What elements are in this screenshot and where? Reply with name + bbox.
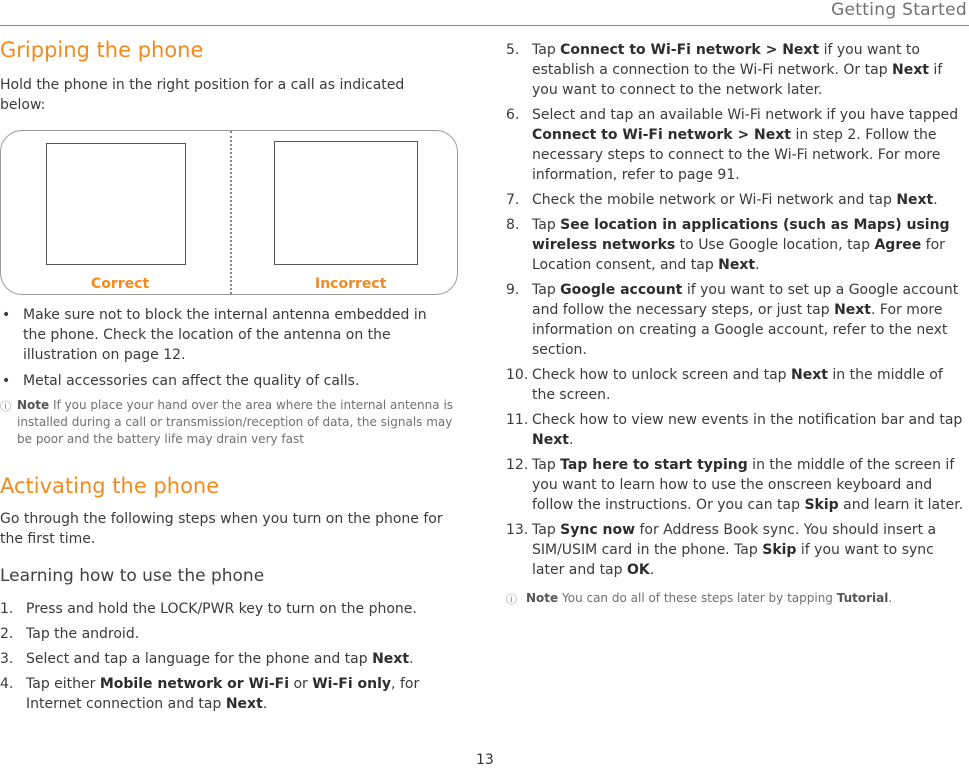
step-text: or xyxy=(289,676,313,692)
step-keyword: Next xyxy=(225,696,263,712)
right-column xyxy=(506,40,969,607)
step-text: Tap xyxy=(532,522,561,538)
step-text: , for Internet connection and tap xyxy=(26,676,420,712)
step-keyword: Tap here to start typing xyxy=(560,457,748,473)
note-icon: ⓘ xyxy=(506,593,517,606)
list-item xyxy=(0,305,433,365)
correct-caption: Correct xyxy=(91,276,150,292)
step-item xyxy=(506,280,969,360)
step-item xyxy=(0,674,445,714)
step-text: to Use Google location, tap xyxy=(675,237,875,253)
step-text: in step 2. Follow the necessary steps to connect to the Wi-Fi network. For more information, refer to page 91. xyxy=(532,127,941,183)
step-keyword: OK xyxy=(626,562,650,578)
step-keyword: Mobile network or Wi-Fi xyxy=(99,676,289,692)
gripping-intro: Hold the phone in the right position for a call as indicated below: xyxy=(0,77,405,113)
step-item xyxy=(506,410,969,450)
step-keyword: Skip xyxy=(762,542,797,558)
step-text: Press and hold the LOCK/PWR key to turn on the phone. xyxy=(26,601,417,617)
step-item xyxy=(506,455,969,515)
left-column xyxy=(0,38,462,719)
step-number: 8. xyxy=(506,217,520,233)
step-text: Tap xyxy=(532,217,561,233)
step-keyword: Wi-Fi only xyxy=(312,676,392,692)
learning-subtitle: Learning how to use the phone xyxy=(0,566,265,586)
activating-title: Activating the phone xyxy=(0,474,220,498)
step-number: 7. xyxy=(506,192,520,208)
step-item xyxy=(506,215,969,275)
step-text: Check how to unlock screen and tap xyxy=(532,367,791,383)
bullet-text: Make sure not to block the internal antenna embedded in the phone. Check the location of the antenna on the illustration on page 12. xyxy=(23,307,427,363)
bullet-text: Metal accessories can affect the quality of calls. xyxy=(23,373,360,389)
step-keyword: Sync now xyxy=(560,522,636,538)
incorrect-grip-image xyxy=(274,141,418,265)
step-keyword: Next xyxy=(892,62,929,78)
step-number: 11. xyxy=(506,412,529,428)
step-text: Check the mobile network or Wi-Fi network and tap xyxy=(532,192,897,208)
step-number: 9. xyxy=(506,282,520,298)
step-number: 6. xyxy=(506,107,520,123)
step-item xyxy=(506,40,969,100)
step-keyword: Connect to Wi-Fi network > Next xyxy=(560,42,820,58)
step-text: Tap the android. xyxy=(26,626,140,642)
step-item xyxy=(0,599,445,619)
grip-figure xyxy=(0,130,458,295)
step-text: . xyxy=(568,432,574,448)
step-text: . xyxy=(409,651,414,667)
step-text: . xyxy=(933,192,938,208)
step-text: for Location consent, and tap xyxy=(532,237,945,273)
step-text: if you want to set up a Google account and follow the necessary steps, or just tap xyxy=(532,282,959,318)
step-keyword: Next xyxy=(834,302,871,318)
correct-grip-image xyxy=(46,143,186,265)
steps-list-right xyxy=(506,40,969,580)
step-number: 10. xyxy=(506,367,529,383)
step-text: Check how to view new events in the notification bar and tap xyxy=(532,412,963,428)
list-item xyxy=(0,371,462,391)
step-keyword: Next xyxy=(718,257,756,273)
step-text: for Address Book sync. You should insert a SIM/USIM card in the phone. Tap xyxy=(532,522,937,558)
figure-divider xyxy=(230,131,232,294)
page-number: 13 xyxy=(476,752,494,768)
step-keyword: Skip xyxy=(804,497,839,513)
step-text: . xyxy=(649,562,655,578)
step-keyword: Next xyxy=(532,432,569,448)
step-keyword: See location in applications (such as Maps) using wireless networks xyxy=(532,217,950,253)
step-text: . xyxy=(262,696,268,712)
steps-list-left xyxy=(0,599,445,714)
step-keyword: Agree xyxy=(874,237,922,253)
step-text: Tap xyxy=(532,282,561,298)
note-end: . xyxy=(888,591,893,605)
activation-note xyxy=(506,590,969,607)
incorrect-caption: Incorrect xyxy=(315,276,387,292)
gripping-title: Gripping the phone xyxy=(0,38,204,62)
step-keyword: Google account xyxy=(560,282,683,298)
step-text: in the middle of the screen if you want to learn how to use the onscreen keyboard and follow the instructions. Or you can tap xyxy=(532,457,955,513)
step-text: and learn it later. xyxy=(838,497,964,513)
step-item xyxy=(0,624,445,644)
step-number: 4. xyxy=(0,676,14,692)
step-keyword: Next xyxy=(791,367,828,383)
step-number: 2. xyxy=(0,626,14,642)
bullet-icon: • xyxy=(2,307,11,323)
note-icon: ⓘ xyxy=(0,400,11,413)
step-text: Tap either xyxy=(26,676,100,692)
step-item xyxy=(506,520,969,580)
step-number: 12. xyxy=(506,457,529,473)
bullet-icon: • xyxy=(2,373,11,389)
activating-intro: Go through the following steps when you turn on the phone for the first time. xyxy=(0,511,443,547)
step-text: . xyxy=(755,257,760,273)
section-header: Getting Started xyxy=(831,0,967,20)
step-item xyxy=(506,190,969,210)
step-text: in the middle of the screen. xyxy=(532,367,943,403)
step-item xyxy=(506,365,969,405)
note-label: Note xyxy=(17,398,50,412)
step-number: 1. xyxy=(0,601,14,617)
step-text: Select and tap an available Wi-Fi network if you have tapped xyxy=(532,107,959,123)
step-text: if you want to connect to the network later. xyxy=(532,62,943,98)
step-text: Select and tap a language for the phone and tap xyxy=(26,651,373,667)
step-text: Tap xyxy=(532,457,561,473)
step-keyword: Next xyxy=(896,192,934,208)
gripping-note xyxy=(0,397,462,448)
step-number: 13. xyxy=(506,522,529,538)
note-text: If you place your hand over the area where the internal antenna is installed during a call or transmission/reception of data, the signals may be poor and the battery life may drain very fast xyxy=(17,398,454,446)
tutorial-keyword: Tutorial xyxy=(836,591,889,605)
step-keyword: Connect to Wi-Fi network > Next xyxy=(532,127,791,143)
step-item xyxy=(0,649,445,669)
step-text: Tap xyxy=(532,42,561,58)
step-text: if you want to establish a connection to the Wi-Fi network. Or tap xyxy=(532,42,920,78)
note-text: You can do all of these steps later by tapping xyxy=(558,591,837,605)
step-item xyxy=(506,105,969,185)
header-divider xyxy=(0,25,969,26)
step-text: . For more information on creating a Google account, refer to the next section. xyxy=(532,302,948,358)
step-number: 5. xyxy=(506,42,520,58)
step-keyword: Next xyxy=(372,651,410,667)
note-label: Note xyxy=(526,591,559,605)
gripping-bullets xyxy=(0,305,462,391)
step-text: if you want to sync later and tap xyxy=(532,542,934,578)
step-number: 3. xyxy=(0,651,14,667)
